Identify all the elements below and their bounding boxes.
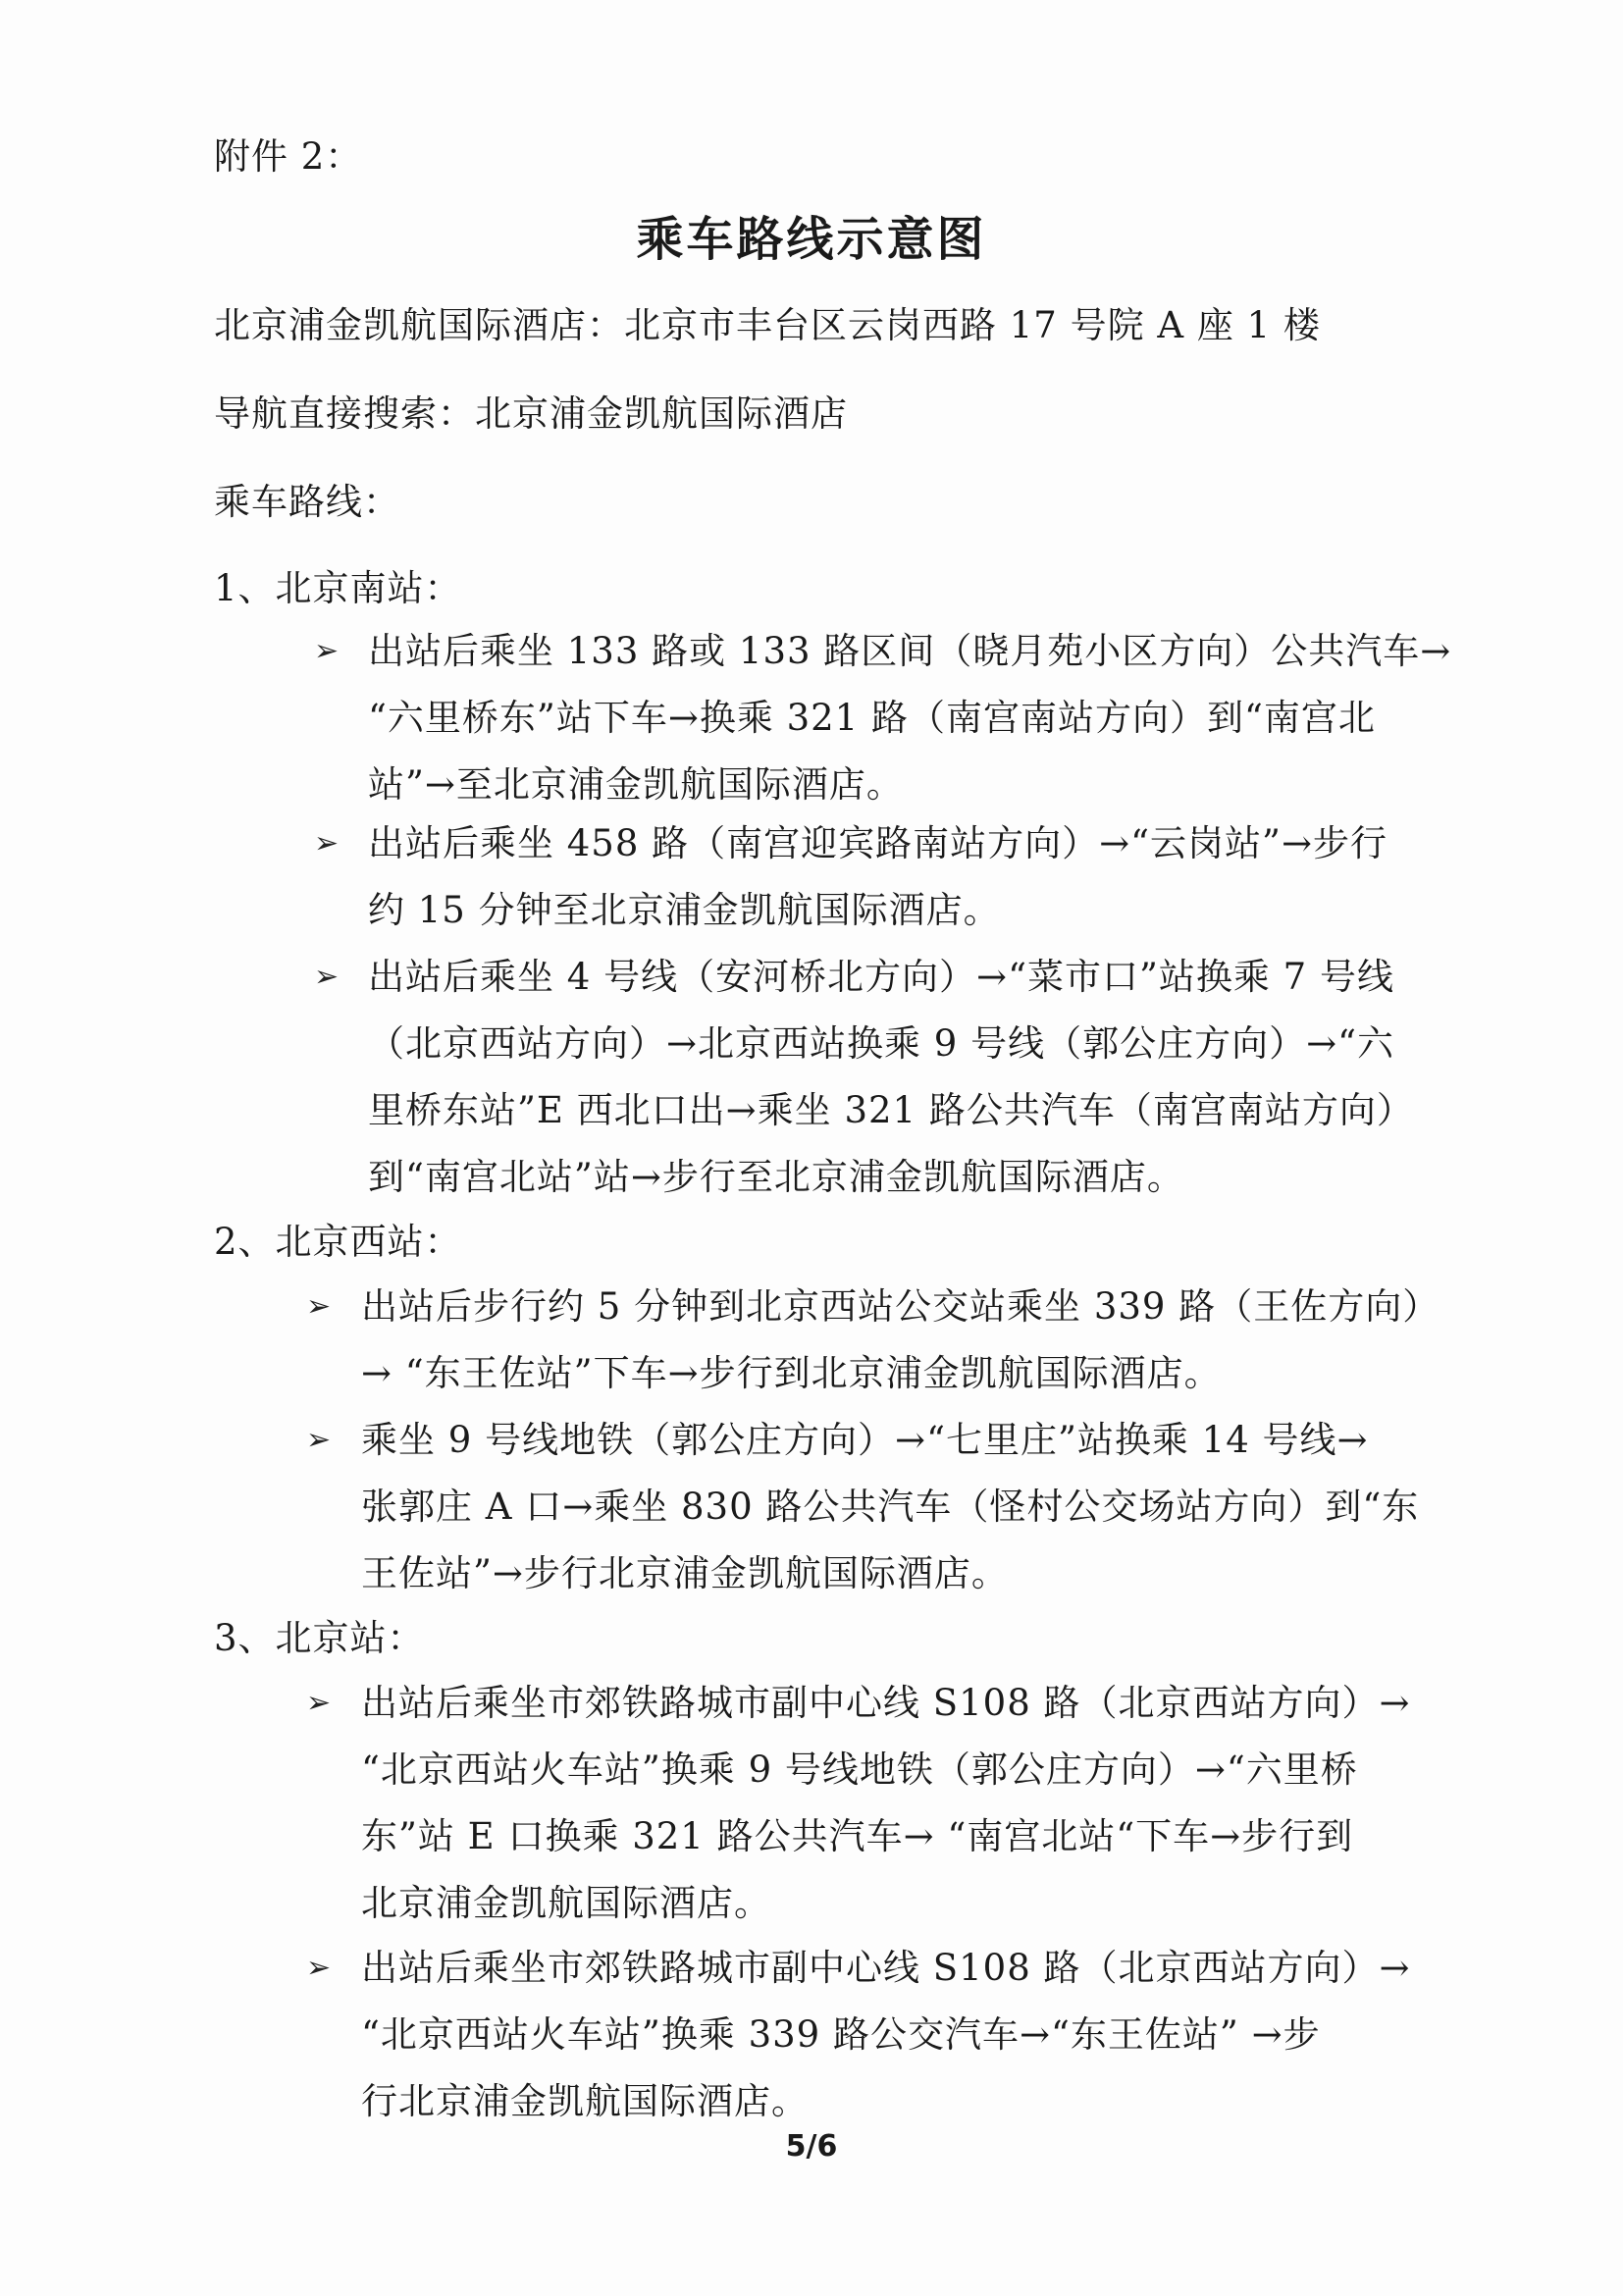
bullet-arrow-icon: ➢	[314, 960, 340, 994]
routes-label: 乘车路线：	[214, 481, 400, 523]
route-item: 出站后步行约 5 分钟到北京西站公交站乘坐 339 路（王佐方向） → “东王佐站”下车→步行到北京浦金凯航国际酒店。	[361, 1285, 1440, 1394]
route-item: 出站后乘坐市郊铁路城市副中心线 S108 路（北京西站方向）→ “北京西站火车站”换乘 9 号线地铁（郭公庄方向）→“六里桥 东”站 E 口换乘 321 路公共汽车→ “南宫北站“下车→步行到 北京浦金凯航国际酒店。	[361, 1682, 1411, 1924]
bullet-arrow-icon: ➢	[306, 1686, 332, 1720]
route-item: 出站后乘坐市郊铁路城市副中心线 S108 路（北京西站方向）→ “北京西站火车站”换乘 339 路公交汽车→“东王佐站” →步 行北京浦金凯航国际酒店。	[361, 1947, 1411, 2122]
section-heading-beijing-station: 3、北京站：	[214, 1617, 425, 1659]
bullet-arrow-icon: ➢	[314, 826, 340, 861]
attachment-label: 附件 2：	[214, 135, 363, 178]
section-heading-beijing-south: 1、北京南站：	[214, 567, 462, 609]
section-heading-beijing-west: 2、北京西站：	[214, 1221, 462, 1263]
bullet-arrow-icon: ➢	[306, 1951, 332, 1985]
route-item: 出站后乘坐 133 路或 133 路区间（晓月苑小区方向）公共汽车→ “六里桥东”站下车→换乘 321 路（南宫南站方向）到“南宫北 站”→至北京浦金凯航国际酒店。	[368, 630, 1452, 806]
bullet-arrow-icon: ➢	[306, 1289, 332, 1324]
route-item: 出站后乘坐 458 路（南宫迎宾路南站方向）→“云岗站”→步行 约 15 分钟至北京浦金凯航国际酒店。	[368, 822, 1387, 931]
route-item: 出站后乘坐 4 号线（安河桥北方向）→“菜市口”站换乘 7 号线 （北京西站方向）→北京西站换乘 9 号线（郭公庄方向）→“六 里桥东站”E 西北口出→乘坐 321 路公共汽车（南宫南站方向） 到“南宫北站”站→步行至北京浦金凯航国际酒店。	[368, 956, 1414, 1198]
navigation-hint: 导航直接搜索：北京浦金凯航国际酒店	[214, 392, 848, 435]
page-number: 5/6	[785, 2129, 838, 2164]
route-item: 乘坐 9 号线地铁（郭公庄方向）→“七里庄”站换乘 14 号线→ 张郭庄 A 口→乘坐 830 路公共汽车（怪村公交场站方向）到“东 王佐站”→步行北京浦金凯航国际酒店。	[361, 1419, 1420, 1594]
bullet-arrow-icon: ➢	[306, 1423, 332, 1457]
bullet-arrow-icon: ➢	[314, 634, 340, 668]
page-title: 乘车路线示意图	[636, 212, 987, 267]
hotel-address: 北京浦金凯航国际酒店：北京市丰台区云岗西路 17 号院 A 座 1 楼	[214, 304, 1321, 346]
